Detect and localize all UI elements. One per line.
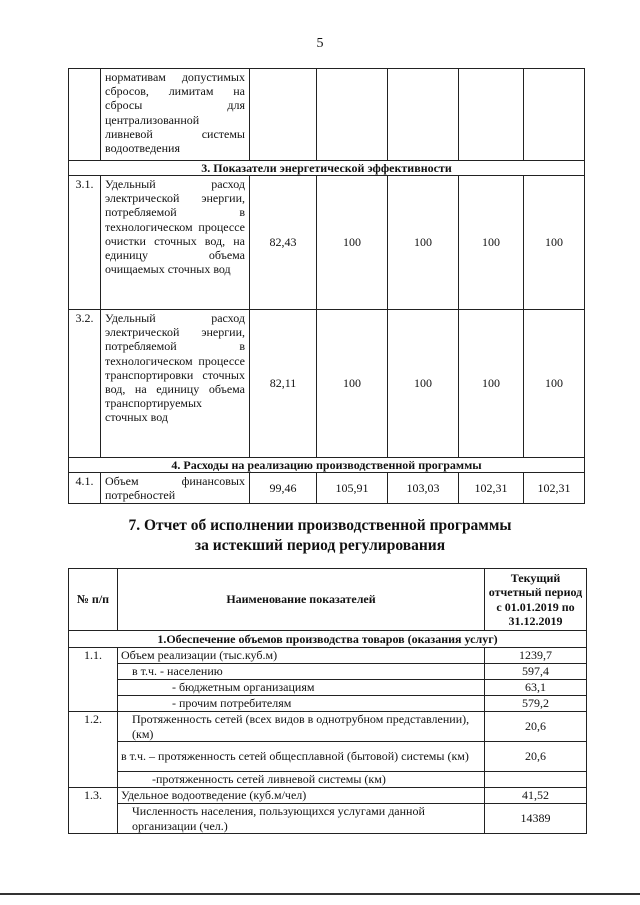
value-cell: 20,6 bbox=[485, 742, 587, 772]
indicator-name: -протяженность сетей ливневой системы (км) bbox=[118, 772, 485, 788]
row-number: 3.1. bbox=[69, 176, 101, 310]
value-cell: 103,03 bbox=[388, 473, 459, 504]
value-cell: 100 bbox=[388, 176, 459, 310]
indicator-name: Протяженность сетей (всех видов в однотрубном представлении), (км) bbox=[118, 712, 485, 742]
indicator-name: Объем финансовых потребностей bbox=[101, 473, 250, 504]
section-title: 1.Обеспечение объемов производства товаров (оказания услуг) bbox=[69, 631, 587, 648]
page-number: 5 bbox=[316, 36, 324, 51]
row-number: 1.3. bbox=[69, 788, 118, 804]
row-number: 3.2. bbox=[69, 310, 101, 458]
indicators-table bbox=[68, 68, 585, 504]
value-cell: 1239,7 bbox=[485, 648, 587, 664]
indicator-name: Объем реализации (тыс.куб.м) bbox=[118, 648, 485, 664]
table-row bbox=[69, 310, 585, 458]
value-cell: 102,31 bbox=[459, 473, 524, 504]
report-table bbox=[68, 568, 587, 834]
row-number: 1.1. bbox=[69, 648, 118, 664]
value-cell: 100 bbox=[388, 310, 459, 458]
indicator-name: в т.ч. - населению bbox=[118, 664, 485, 680]
section-row bbox=[69, 631, 587, 648]
column-header-name: Наименование показателей bbox=[118, 569, 485, 631]
table-row bbox=[69, 696, 587, 712]
indicator-name: Удельное водоотведение (куб.м/чел) bbox=[118, 788, 485, 804]
indicator-name: - прочим потребителям bbox=[118, 696, 485, 712]
row-number: 1.2. bbox=[69, 712, 118, 742]
column-header-period: Текущий отчетный период с 01.01.2019 по 31.12.2019 bbox=[485, 569, 587, 631]
section-row bbox=[69, 458, 585, 473]
value-cell: 14389 bbox=[485, 804, 587, 834]
indicator-name: - бюджетным организациям bbox=[118, 680, 485, 696]
value-cell: 99,46 bbox=[250, 473, 317, 504]
table-row bbox=[69, 680, 587, 696]
value-cell: 105,91 bbox=[317, 473, 388, 504]
section-title: 3. Показатели энергетической эффективности bbox=[69, 161, 585, 176]
value-cell: 63,1 bbox=[485, 680, 587, 696]
table-row bbox=[69, 69, 585, 161]
section-row bbox=[69, 161, 585, 176]
table-row bbox=[69, 742, 587, 772]
value-cell: 100 bbox=[317, 310, 388, 458]
table-row bbox=[69, 664, 587, 680]
value-cell: 100 bbox=[524, 310, 585, 458]
header-row bbox=[69, 569, 587, 631]
value-cell: 82,11 bbox=[250, 310, 317, 458]
value-cell: 100 bbox=[317, 176, 388, 310]
value-cell: 100 bbox=[459, 176, 524, 310]
indicator-name: Удельный расход электрической энергии, потребляемой в технологическом процессе транспортировки сточных вод, на единицу объема транспортируемых сточных вод bbox=[101, 310, 250, 458]
table-row bbox=[69, 788, 587, 804]
table-row bbox=[69, 772, 587, 788]
indicator-name: Численность населения, пользующихся услугами данной организации (чел.) bbox=[118, 804, 485, 834]
value-cell: 20,6 bbox=[485, 712, 587, 742]
table-row bbox=[69, 176, 585, 310]
value-cell: 579,2 bbox=[485, 696, 587, 712]
section-title: 4. Расходы на реализацию производственной программы bbox=[69, 458, 585, 473]
indicator-name: в т.ч. – протяженность сетей общесплавной (бытовой) системы (км) bbox=[118, 742, 485, 772]
value-cell bbox=[485, 772, 587, 788]
report-heading-line2: за истекший период регулирования bbox=[194, 537, 446, 554]
value-cell: 100 bbox=[459, 310, 524, 458]
report-heading-line1: 7. Отчет об исполнении производственной программы bbox=[128, 517, 512, 534]
value-cell: 41,52 bbox=[485, 788, 587, 804]
value-cell: 597,4 bbox=[485, 664, 587, 680]
table-row bbox=[69, 648, 587, 664]
indicator-name: нормативам допустимых сбросов, лимитам на сбросы для централизованной ливневой системы водоотведения bbox=[101, 69, 250, 161]
table-row bbox=[69, 804, 587, 834]
value-cell: 102,31 bbox=[524, 473, 585, 504]
indicator-name: Удельный расход электрической энергии, потребляемой в технологическом процессе очистки сточных вод, на единицу объема очищаемых сточных вод bbox=[101, 176, 250, 310]
row-number bbox=[69, 804, 118, 834]
table-row bbox=[69, 473, 585, 504]
row-number bbox=[69, 69, 101, 161]
value-cell: 100 bbox=[524, 176, 585, 310]
table-row bbox=[69, 712, 587, 742]
page-edge-line bbox=[0, 893, 640, 895]
column-header-number: № п/п bbox=[69, 569, 118, 631]
row-number: 4.1. bbox=[69, 473, 101, 504]
value-cell: 82,43 bbox=[250, 176, 317, 310]
